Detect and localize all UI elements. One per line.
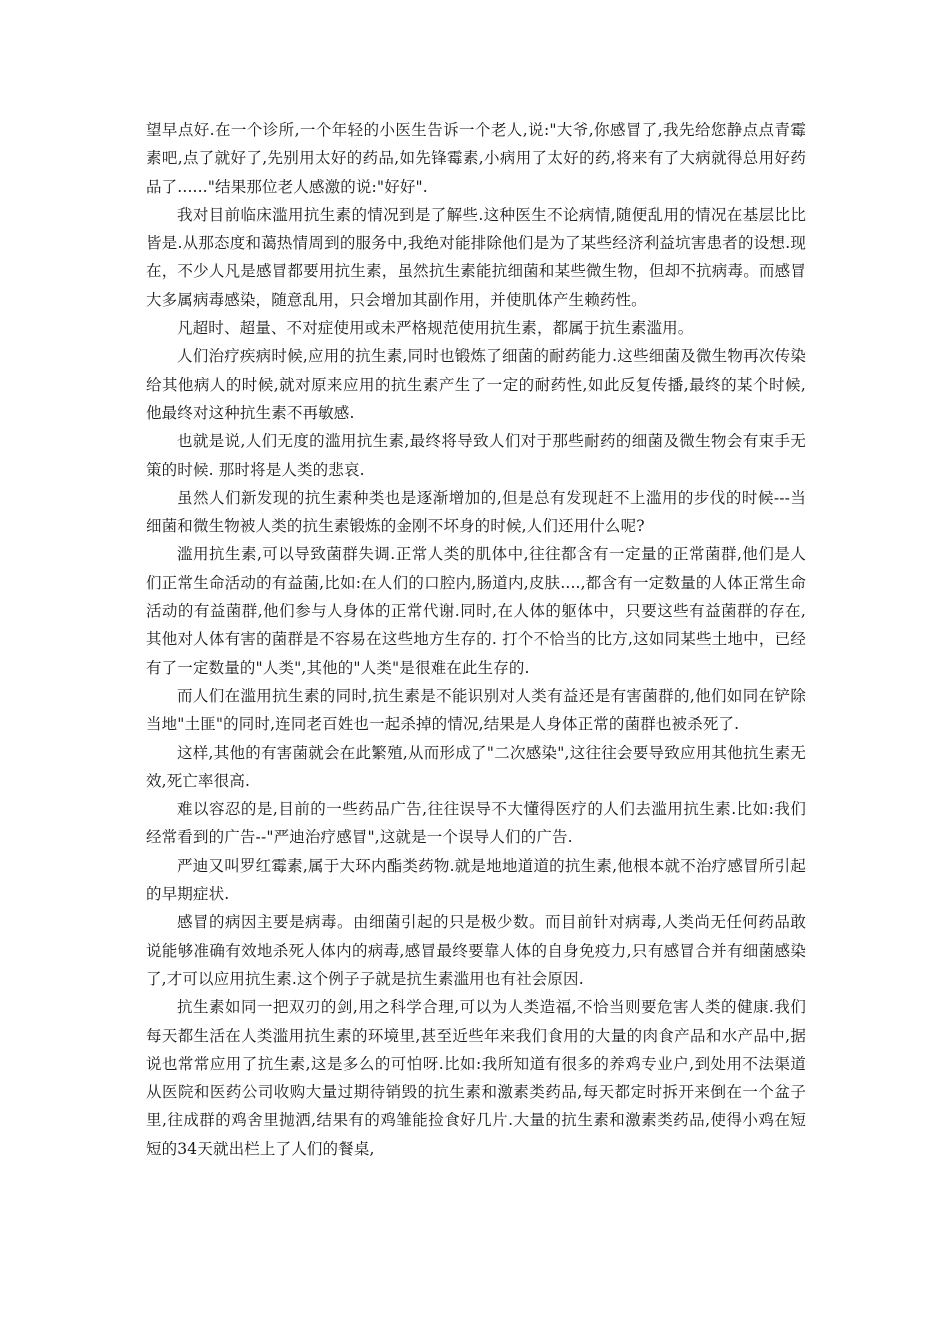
paragraph-1: 望早点好.在一个诊所,一个年轻的小医生告诉一个老人,说:"大爷,你感冒了,我先给您静点点青霉素吧,点了就好了,先别用太好的药品,如先锋霉素,小病用了太好的药,将来有了大病就得总用好药品了......"结果那位老人感激的说:"好好".: [146, 121, 806, 196]
paragraph-7: 滥用抗生素,可以导致菌群失调.正常人类的肌体中,往往都含有一定量的正常菌群,他们是人们正常生命活动的有益菌,比如:在人们的口腔内,肠道内,皮肤....,都含有一定数量的人体正常生命活动的有益菌群,他们参与人身体的正常代谢.同时,在人体的躯体中，只要这些有益菌群的存在,其他对人体有害的菌群是不容易在这些地方生存的. 打个不恰当的比方,这如同某些土地中，已经有了一定数量的"人类",其他的"人类"是很难在此生存的.: [146, 545, 806, 677]
paragraph-11: 严迪又叫罗红霉素,属于大环内酯类药物.就是地地道道的抗生素,他根本就不治疗感冒所引起的早期症状.: [146, 856, 806, 904]
paragraph-5: 也就是说,人们无度的滥用抗生素,最终将导致人们对于那些耐药的细菌及微生物会有束手无策的时候. 那时将是人类的悲哀.: [146, 432, 806, 479]
paragraph-6: 虽然人们新发现的抗生素种类也是逐渐增加的,但是总有发现赶不上滥用的步伐的时候---当细菌和微生物被人类的抗生素锻炼的金刚不坏身的时候,人们还用什么呢?: [146, 488, 806, 536]
paragraph-9: 这样,其他的有害菌就会在此繁殖,从而形成了"二次感染",这往往会要导致应用其他抗生素无效,死亡率很高.: [146, 743, 806, 790]
paragraph-4: 人们治疗疾病时候,应用的抗生素,同时也锻炼了细菌的耐药能力.这些细菌及微生物再次传染给其他病人的时候,就对原来应用的抗生素产生了一定的耐药性,如此反复传播,最终的某个时候,他最终对这种抗生素不再敏感.: [146, 347, 806, 422]
paragraph-12: 感冒的病因主要是病毒。由细菌引起的只是极少数。而目前针对病毒,人类尚无任何药品敢说能够准确有效地杀死人体内的病毒,感冒最终要靠人体的自身免疫力,只有感冒合并有细菌感染了,才可以应用抗生素.这个例子子就是抗生素滥用也有社会原因.: [146, 913, 806, 988]
article-body: [146, 116, 806, 1163]
paragraph-13: 抗生素如同一把双刃的剑,用之科学合理,可以为人类造福,不恰当则要危害人类的健康.我们每天都生活在人类滥用抗生素的环境里,甚至近些年来我们食用的大量的肉食产品和水产品中,据说也常常应用了抗生素,这是多么的可怕呀.比如:我所知道有很多的养鸡专业户,到处用不法渠道从医院和医药公司收购大量过期待销毁的抗生素和激素类药品,每天都定时拆开来倒在一个盆子里,往成群的鸡舍里抛洒,结果有的鸡雏能捡食好几片.大量的抗生素和激素类药品,使得小鸡在短短的34天就出栏上了人们的餐桌,: [146, 998, 806, 1158]
paragraph-10: 难以容忍的是,目前的一些药品广告,往往误导不大懂得医疗的人们去滥用抗生素.比如:我们经常看到的广告--"严迪治疗感冒",这就是一个误导人们的广告.: [146, 800, 806, 847]
paragraph-3: 凡超时、超量、不对症使用或未严格规范使用抗生素，都属于抗生素滥用。: [177, 319, 694, 338]
paragraph-2: 我对目前临床滥用抗生素的情况到是了解些.这种医生不论病情,随便乱用的情况在基层比比皆是.从那态度和蔼热情周到的服务中,我绝对能排除他们是为了某些经济利益坑害患者的设想.现在，不少人凡是感冒都要用抗生素，虽然抗生素能抗细菌和某些微生物，但却不抗病毒。而感冒大多属病毒感染，随意乱用，只会增加其副作用，并使肌体产生赖药性。: [146, 205, 806, 309]
paragraph-8: 而人们在滥用抗生素的同时,抗生素是不能识别对人类有益还是有害菌群的,他们如同在铲除当地"土匪"的同时,连同老百姓也一起杀掉的情况,结果是人身体正常的菌群也被杀死了.: [146, 686, 806, 734]
